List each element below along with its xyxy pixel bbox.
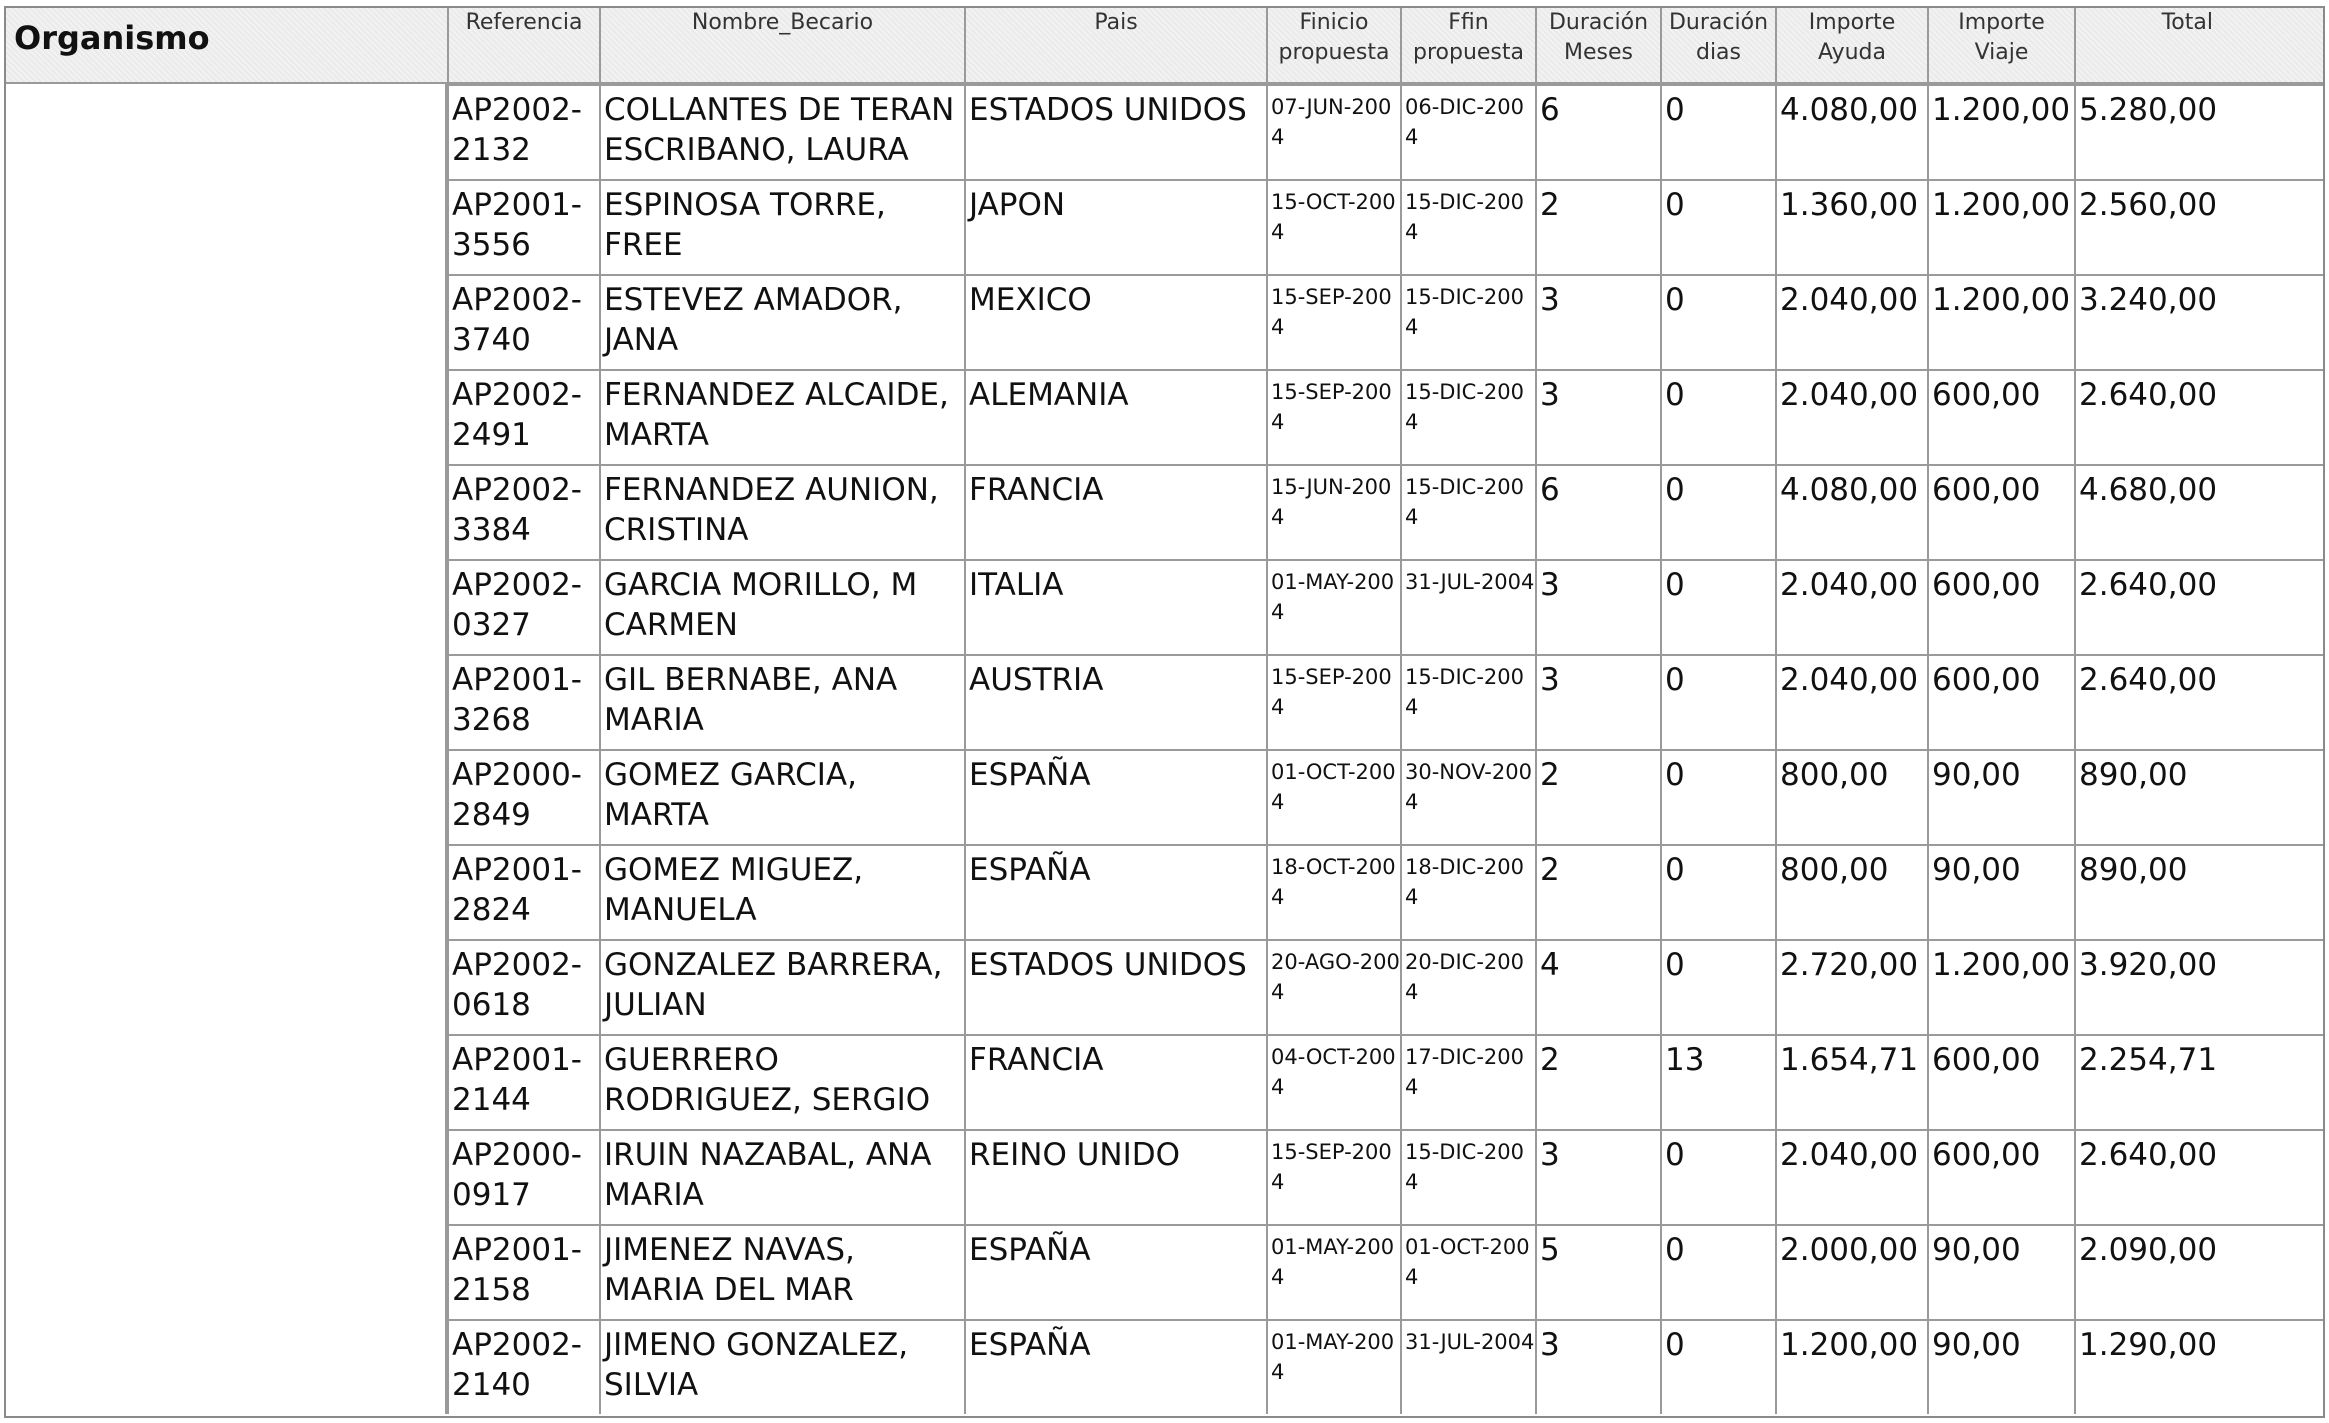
cell-ffin: 15-DIC-2004: [1400, 654, 1535, 749]
cell-referencia: AP2002-0327: [447, 559, 599, 654]
cell-ffin: 15-DIC-2004: [1400, 274, 1535, 369]
header-importe-ayuda-line1: Importe: [1808, 10, 1896, 35]
cell-finicio: 01-OCT-2004: [1266, 749, 1400, 844]
header-duracion-meses: [1535, 8, 1660, 84]
header-organismo: Organismo: [6, 8, 447, 84]
cell-total: 2.640,00: [2074, 1129, 2323, 1224]
cell-importe-viaje: 90,00: [1927, 749, 2074, 844]
header-finicio-propuesta: [1266, 8, 1400, 84]
cell-referencia: AP2001-2158: [447, 1224, 599, 1319]
cell-importe-ayuda: 4.080,00: [1775, 464, 1927, 559]
header-importe-ayuda: [1775, 8, 1927, 84]
cell-referencia: AP2000-2849: [447, 749, 599, 844]
cell-finicio: 18-OCT-2004: [1266, 844, 1400, 939]
header-pais: Pais: [964, 8, 1266, 84]
header-finicio-line1: Finicio: [1299, 10, 1369, 35]
table-header-row: [6, 8, 2323, 84]
cell-ffin: 18-DIC-2004: [1400, 844, 1535, 939]
organismo-cell: [6, 84, 447, 1414]
cell-duracion-dias: 0: [1660, 464, 1775, 559]
cell-importe-viaje: 600,00: [1927, 464, 2074, 559]
cell-finicio: 15-OCT-2004: [1266, 179, 1400, 274]
table-row: [6, 84, 2323, 179]
cell-total: 2.560,00: [2074, 179, 2323, 274]
cell-finicio: 01-MAY-2004: [1266, 559, 1400, 654]
header-total: Total: [2074, 8, 2323, 84]
cell-pais: ESPAÑA: [964, 749, 1266, 844]
cell-importe-viaje: 600,00: [1927, 369, 2074, 464]
becas-table-sheet: [4, 6, 2325, 1418]
cell-importe-viaje: 90,00: [1927, 1224, 2074, 1319]
cell-duracion-dias: 0: [1660, 179, 1775, 274]
cell-finicio: 07-JUN-2004: [1266, 84, 1400, 179]
cell-nombre-becario: GIL BERNABE, ANA MARIA: [599, 654, 964, 749]
cell-duracion-meses: 3: [1535, 559, 1660, 654]
cell-ffin: 01-OCT-2004: [1400, 1224, 1535, 1319]
cell-duracion-meses: 6: [1535, 84, 1660, 179]
cell-duracion-dias: 0: [1660, 1129, 1775, 1224]
cell-nombre-becario: IRUIN NAZABAL, ANA MARIA: [599, 1129, 964, 1224]
cell-ffin: 31-JUL-2004: [1400, 559, 1535, 654]
cell-finicio: 20-AGO-2004: [1266, 939, 1400, 1034]
cell-importe-viaje: 600,00: [1927, 654, 2074, 749]
cell-duracion-dias: 0: [1660, 844, 1775, 939]
header-importe-viaje-line2: Viaje: [1974, 40, 2029, 65]
cell-ffin: 17-DIC-2004: [1400, 1034, 1535, 1129]
cell-referencia: AP2002-3740: [447, 274, 599, 369]
cell-total: 2.640,00: [2074, 369, 2323, 464]
cell-pais: FRANCIA: [964, 464, 1266, 559]
cell-finicio: 15-SEP-2004: [1266, 1129, 1400, 1224]
cell-importe-ayuda: 4.080,00: [1775, 84, 1927, 179]
cell-nombre-becario: JIMENO GONZALEZ, SILVIA: [599, 1319, 964, 1414]
cell-pais: REINO UNIDO: [964, 1129, 1266, 1224]
cell-ffin: 06-DIC-2004: [1400, 84, 1535, 179]
cell-ffin: 15-DIC-2004: [1400, 179, 1535, 274]
cell-referencia: AP2002-2491: [447, 369, 599, 464]
cell-pais: ESTADOS UNIDOS: [964, 939, 1266, 1034]
cell-referencia: AP2002-2140: [447, 1319, 599, 1414]
cell-nombre-becario: FERNANDEZ ALCAIDE, MARTA: [599, 369, 964, 464]
cell-importe-viaje: 600,00: [1927, 559, 2074, 654]
cell-referencia: AP2001-3556: [447, 179, 599, 274]
cell-importe-ayuda: 2.000,00: [1775, 1224, 1927, 1319]
cell-pais: ESTADOS UNIDOS: [964, 84, 1266, 179]
cell-nombre-becario: COLLANTES DE TERAN ESCRIBANO, LAURA: [599, 84, 964, 179]
cell-finicio: 15-JUN-2004: [1266, 464, 1400, 559]
cell-importe-viaje: 90,00: [1927, 1319, 2074, 1414]
cell-ffin: 30-NOV-2004: [1400, 749, 1535, 844]
cell-referencia: AP2001-3268: [447, 654, 599, 749]
cell-total: 890,00: [2074, 749, 2323, 844]
cell-nombre-becario: GONZALEZ BARRERA, JULIAN: [599, 939, 964, 1034]
cell-importe-viaje: 600,00: [1927, 1034, 2074, 1129]
cell-duracion-meses: 2: [1535, 1034, 1660, 1129]
cell-referencia: AP2000-0917: [447, 1129, 599, 1224]
cell-ffin: 15-DIC-2004: [1400, 464, 1535, 559]
cell-importe-ayuda: 2.040,00: [1775, 369, 1927, 464]
header-duracion-dias: [1660, 8, 1775, 84]
cell-duracion-dias: 0: [1660, 274, 1775, 369]
cell-pais: JAPON: [964, 179, 1266, 274]
header-duracion-dias-line1: Duración: [1668, 10, 1769, 35]
cell-importe-viaje: 1.200,00: [1927, 939, 2074, 1034]
cell-nombre-becario: FERNANDEZ AUNION, CRISTINA: [599, 464, 964, 559]
header-importe-viaje: [1927, 8, 2074, 84]
cell-duracion-dias: 0: [1660, 84, 1775, 179]
header-ffin-propuesta: [1400, 8, 1535, 84]
cell-importe-ayuda: 2.040,00: [1775, 274, 1927, 369]
cell-total: 1.290,00: [2074, 1319, 2323, 1414]
cell-pais: FRANCIA: [964, 1034, 1266, 1129]
cell-duracion-meses: 3: [1535, 1319, 1660, 1414]
cell-duracion-dias: 13: [1660, 1034, 1775, 1129]
cell-pais: MEXICO: [964, 274, 1266, 369]
cell-importe-viaje: 1.200,00: [1927, 179, 2074, 274]
cell-duracion-meses: 6: [1535, 464, 1660, 559]
cell-ffin: 15-DIC-2004: [1400, 1129, 1535, 1224]
cell-duracion-dias: 0: [1660, 559, 1775, 654]
header-duracion-meses-line1: Duración: [1548, 10, 1649, 35]
header-duracion-meses-line2: Meses: [1564, 40, 1633, 65]
cell-duracion-dias: 0: [1660, 939, 1775, 1034]
cell-pais: ESPAÑA: [964, 844, 1266, 939]
cell-duracion-meses: 4: [1535, 939, 1660, 1034]
cell-importe-viaje: 600,00: [1927, 1129, 2074, 1224]
cell-ffin: 20-DIC-2004: [1400, 939, 1535, 1034]
cell-importe-ayuda: 1.654,71: [1775, 1034, 1927, 1129]
cell-finicio: 04-OCT-2004: [1266, 1034, 1400, 1129]
cell-duracion-dias: 0: [1660, 1224, 1775, 1319]
cell-importe-ayuda: 2.040,00: [1775, 1129, 1927, 1224]
cell-nombre-becario: GARCIA MORILLO, M CARMEN: [599, 559, 964, 654]
cell-importe-ayuda: 2.040,00: [1775, 559, 1927, 654]
cell-duracion-dias: 0: [1660, 654, 1775, 749]
cell-pais: ESPAÑA: [964, 1319, 1266, 1414]
table-body: [6, 84, 2323, 1414]
cell-pais: AUSTRIA: [964, 654, 1266, 749]
cell-total: 2.254,71: [2074, 1034, 2323, 1129]
cell-importe-viaje: 1.200,00: [1927, 84, 2074, 179]
cell-nombre-becario: GOMEZ GARCIA, MARTA: [599, 749, 964, 844]
cell-referencia: AP2001-2144: [447, 1034, 599, 1129]
cell-nombre-becario: JIMENEZ NAVAS, MARIA DEL MAR: [599, 1224, 964, 1319]
header-importe-viaje-line1: Importe: [1958, 10, 2045, 35]
cell-nombre-becario: GUERRERO RODRIGUEZ, SERGIO: [599, 1034, 964, 1129]
cell-importe-ayuda: 800,00: [1775, 844, 1927, 939]
cell-nombre-becario: ESTEVEZ AMADOR, JANA: [599, 274, 964, 369]
cell-nombre-becario: ESPINOSA TORRE, FREE: [599, 179, 964, 274]
header-duracion-dias-line2: dias: [1695, 40, 1742, 65]
header-ffin-line2: propuesta: [1413, 40, 1524, 65]
cell-duracion-meses: 3: [1535, 1129, 1660, 1224]
cell-total: 4.680,00: [2074, 464, 2323, 559]
cell-duracion-meses: 2: [1535, 844, 1660, 939]
cell-finicio: 01-MAY-2004: [1266, 1224, 1400, 1319]
cell-duracion-meses: 3: [1535, 274, 1660, 369]
cell-duracion-meses: 3: [1535, 369, 1660, 464]
header-nombre-becario: Nombre_Becario: [599, 8, 964, 84]
cell-duracion-dias: 0: [1660, 369, 1775, 464]
cell-ffin: 31-JUL-2004: [1400, 1319, 1535, 1414]
cell-finicio: 15-SEP-2004: [1266, 369, 1400, 464]
cell-importe-ayuda: 2.040,00: [1775, 654, 1927, 749]
cell-pais: ITALIA: [964, 559, 1266, 654]
cell-duracion-dias: 0: [1660, 1319, 1775, 1414]
cell-importe-viaje: 1.200,00: [1927, 274, 2074, 369]
cell-finicio: 15-SEP-2004: [1266, 654, 1400, 749]
cell-ffin: 15-DIC-2004: [1400, 369, 1535, 464]
cell-referencia: AP2002-2132: [447, 84, 599, 179]
cell-importe-ayuda: 800,00: [1775, 749, 1927, 844]
header-importe-ayuda-line2: Ayuda: [1818, 40, 1886, 65]
cell-pais: ALEMANIA: [964, 369, 1266, 464]
cell-total: 3.920,00: [2074, 939, 2323, 1034]
cell-pais: ESPAÑA: [964, 1224, 1266, 1319]
cell-duracion-meses: 2: [1535, 749, 1660, 844]
header-referencia: Referencia: [447, 8, 599, 84]
cell-duracion-meses: 3: [1535, 654, 1660, 749]
cell-total: 890,00: [2074, 844, 2323, 939]
cell-finicio: 01-MAY-2004: [1266, 1319, 1400, 1414]
cell-importe-viaje: 90,00: [1927, 844, 2074, 939]
cell-total: 5.280,00: [2074, 84, 2323, 179]
cell-importe-ayuda: 1.200,00: [1775, 1319, 1927, 1414]
cell-duracion-meses: 5: [1535, 1224, 1660, 1319]
header-finicio-line2: propuesta: [1278, 40, 1390, 65]
cell-referencia: AP2002-0618: [447, 939, 599, 1034]
cell-finicio: 15-SEP-2004: [1266, 274, 1400, 369]
cell-total: 2.640,00: [2074, 654, 2323, 749]
cell-total: 2.090,00: [2074, 1224, 2323, 1319]
becas-table: [6, 8, 2323, 1414]
cell-referencia: AP2002-3384: [447, 464, 599, 559]
cell-total: 3.240,00: [2074, 274, 2323, 369]
cell-nombre-becario: GOMEZ MIGUEZ, MANUELA: [599, 844, 964, 939]
cell-referencia: AP2001-2824: [447, 844, 599, 939]
cell-importe-ayuda: 1.360,00: [1775, 179, 1927, 274]
cell-importe-ayuda: 2.720,00: [1775, 939, 1927, 1034]
header-ffin-line1: Ffin: [1448, 10, 1489, 35]
cell-duracion-dias: 0: [1660, 749, 1775, 844]
cell-total: 2.640,00: [2074, 559, 2323, 654]
cell-duracion-meses: 2: [1535, 179, 1660, 274]
